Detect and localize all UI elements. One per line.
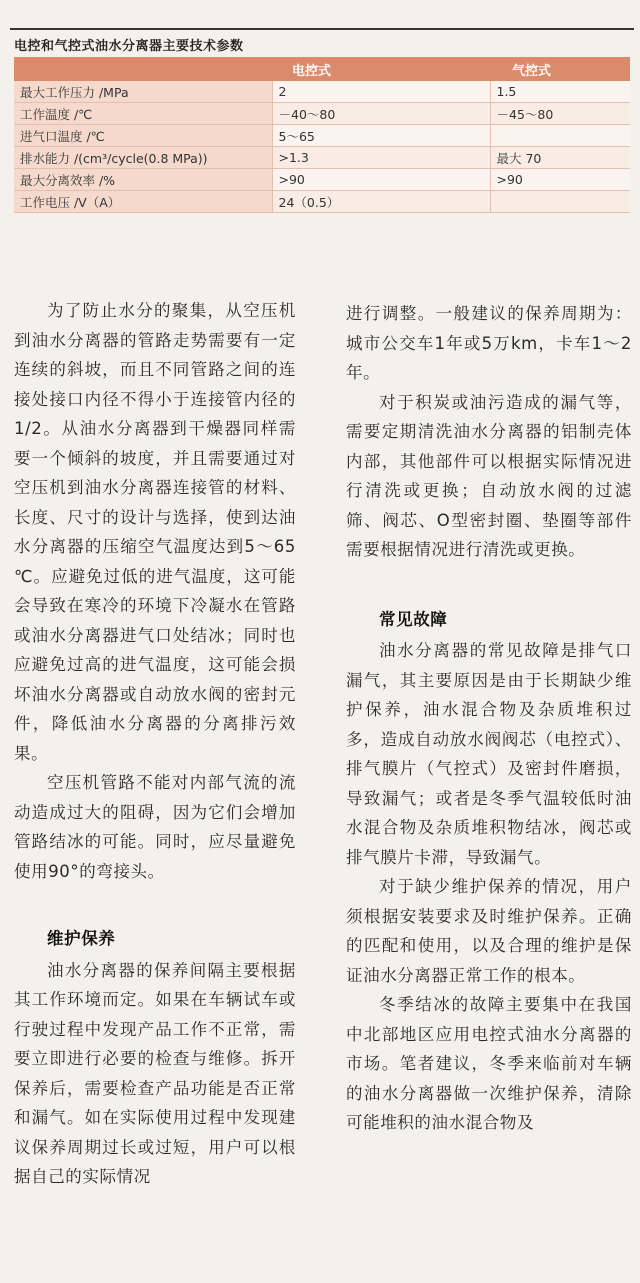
table-cell: －45～80 — [490, 103, 630, 125]
right-column — [346, 299, 632, 1138]
table-cell: 5～65 — [272, 125, 490, 147]
table-header-cell: 电控式 — [272, 57, 490, 81]
table-cell-label: 进气口温度 /℃ — [14, 125, 272, 147]
table-row — [14, 81, 630, 103]
table-header-cell: 气控式 — [490, 57, 630, 81]
table-cell — [490, 191, 630, 213]
table-cell-label: 工作温度 /℃ — [14, 103, 272, 125]
body-paragraph: 对于积炭或油污造成的漏气等，需要定期清洗油水分离器的铝制壳体内部，其他部件可以根据实际情况进行清洗或更换；自动放水阀的过滤筛、阀芯、O型密封圈、垫圈等部件需要根据情况进行清洗或更换。 — [346, 392, 632, 559]
body-paragraph: 对于缺少维护保养的情况，用户须根据安装要求及时维护保养。正确的匹配和使用，以及合理的维护是保证油水分离器正常工作的根本。 — [346, 877, 632, 985]
body-paragraph: 进行调整。一般建议的保养周期为：城市公交车1年或5万km，卡车1～2年。 — [346, 304, 632, 382]
body-paragraph: 油水分离器的保养间隔主要根据其工作环境而定。如果在车辆试车或行驶过程中发现产品工作不正常，需要立即进行必要的检查与维修。拆开保养后，需要检查产品功能是否正常和漏气。如在实际使用过程中发现建议保养周期过长或过短，用户可以根据自己的实际情况 — [14, 960, 296, 1186]
table-cell-label: 工作电压 /V（A） — [14, 191, 272, 213]
table-header-row — [14, 57, 630, 81]
table-cell: >90 — [272, 169, 490, 191]
table-header-cell — [14, 57, 272, 81]
table-cell-label: 最大工作压力 /MPa — [14, 81, 272, 103]
table-cell: >1.3 — [272, 147, 490, 169]
table-cell: －40～80 — [272, 103, 490, 125]
body-paragraph: 空压机管路不能对内部气流的流动造成过大的阻碍，因为它们会增加管路结冰的可能。同时，应尽量避免使用90°的弯接头。 — [14, 773, 296, 881]
table-cell: 24（0.5） — [272, 191, 490, 213]
table-cell: 2 — [272, 81, 490, 103]
table-cell-label: 最大分离效率 /% — [14, 169, 272, 191]
table-row — [14, 191, 630, 213]
body-paragraph: 为了防止水分的聚集，从空压机到油水分离器的管路走势需要有一定连续的斜坡，而且不同管路之间的连接处接口内径不得小于连接管内径的1/2。从油水分离器到干燥器同样需要一个倾斜的坡度，并且需要通过对空压机到油水分离器连接管的材料、长度、尺寸的设计与选择，使到达油水分离器的压缩空气温度达到5～65 ℃。应避免过低的进气温度，这可能会导致在寒冷的环境下冷凝水在管路或油水分离器进气口处结冰；同时也应避免过高的进气温度，这可能会损坏油水分离器或自动放水阀的密封元件，降低油水分离器的分离排污效果。 — [14, 301, 296, 763]
table-cell: >90 — [490, 169, 630, 191]
table-row — [14, 147, 630, 169]
body-paragraph: 冬季结冰的故障主要集中在我国中北部地区应用电控式油水分离器的市场。笔者建议，冬季来临前对车辆的油水分离器做一次维护保养，清除可能堆积的油水混合物及 — [346, 995, 632, 1132]
table-title: 电控和气控式油水分离器主要技术参数 — [14, 39, 244, 54]
table-cell: 1.5 — [490, 81, 630, 103]
table-row — [14, 125, 630, 147]
top-rule — [10, 28, 634, 30]
section-heading-maintenance: 维护保养 — [47, 929, 116, 948]
spec-table — [14, 57, 630, 213]
table-cell-label: 排水能力 /(cm³/cycle(0.8 MPa)) — [14, 147, 272, 169]
table-cell: 最大 70 — [490, 147, 630, 169]
left-column — [14, 296, 296, 1192]
table-cell — [490, 125, 630, 147]
table-row — [14, 169, 630, 191]
table-row — [14, 103, 630, 125]
section-heading-faults: 常见故障 — [379, 609, 448, 629]
body-paragraph: 油水分离器的常见故障是排气口漏气，其主要原因是由于长期缺少维护保养，油水混合物及杂质堆积过多，造成自动放水阀阀芯（电控式）、排气膜片（气控式）及密封件磨损，导致漏气；或者是冬季气温较低时油水混合物及杂质堆积物结冰，阀芯或排气膜片卡滞，导致漏气。 — [346, 641, 632, 867]
